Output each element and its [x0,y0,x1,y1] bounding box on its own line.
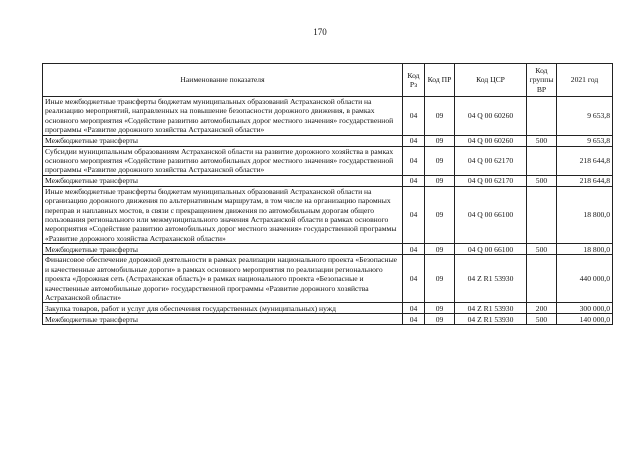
row-amount: 440 000,0 [557,255,613,303]
row-rz: 04 [403,255,425,303]
row-name: Финансовое обеспечение дорожной деятельности в рамках реализации национального проекта «Безопасные и качественные автомобильные дороги» в рамках основного мероприятия по реализации регионального проекта «Дорожная сеть (Астраханская область)» в рамках национального проекта «Безопасные и качественные автомобильные дороги» государственной программы «Развитие дорожного хозяйства Астраханской области» [43,255,403,303]
table-row [43,244,613,255]
row-name: Межбюджетные трансферты [43,135,403,146]
row-amount: 18 800,0 [557,186,613,243]
row-rz: 04 [403,244,425,255]
row-rz: 04 [403,303,425,314]
row-vr [527,146,557,175]
row-csr: 04 Q 00 62170 [455,175,527,186]
row-csr: 04 Q 00 60260 [455,135,527,146]
row-name: Межбюджетные трансферты [43,175,403,186]
row-pr: 09 [425,146,455,175]
row-amount: 18 800,0 [557,244,613,255]
row-pr: 09 [425,303,455,314]
row-pr: 09 [425,255,455,303]
row-amount: 9 653,8 [557,135,613,146]
row-pr: 09 [425,186,455,243]
row-name: Закупка товаров, работ и услуг для обеспечения государственных (муниципальных) нужд [43,303,403,314]
row-csr: 04 Q 00 66100 [455,186,527,243]
row-pr: 09 [425,97,455,136]
row-name: Межбюджетные трансферты [43,314,403,325]
table-row [43,314,613,325]
header-pr: Код ПР [425,64,455,97]
row-name: Иные межбюджетные трансферты бюджетам муниципальных образований Астраханской области на реализацию мероприятий, направленных на повышение безопасности дорожного движения, в рамках основного мероприятия «Содействие развитию автомобильных дорог местного значения» государственной программы «Развитие дорожного хозяйства Астраханской области» [43,97,403,136]
row-csr: 04 Z R1 53930 [455,303,527,314]
row-rz: 04 [403,135,425,146]
row-csr: 04 Q 00 66100 [455,244,527,255]
table-row [43,175,613,186]
row-amount: 140 000,0 [557,314,613,325]
row-csr: 04 Q 00 62170 [455,146,527,175]
row-vr [527,255,557,303]
row-csr: 04 Z R1 53930 [455,255,527,303]
row-vr: 500 [527,244,557,255]
row-amount: 218 644,8 [557,175,613,186]
header-name: Наименование показателя [43,64,403,97]
row-amount: 300 000,0 [557,303,613,314]
row-vr: 500 [527,135,557,146]
table-row [43,97,613,136]
table-row [43,186,613,243]
row-name: Межбюджетные трансферты [43,244,403,255]
row-rz: 04 [403,146,425,175]
header-vr: Код группы ВР [527,64,557,97]
row-rz: 04 [403,97,425,136]
row-csr: 04 Q 00 60260 [455,97,527,136]
row-vr: 500 [527,314,557,325]
row-rz: 04 [403,186,425,243]
row-name: Иные межбюджетные трансферты бюджетам муниципальных образований Астраханской области на организацию дорожного движения по альтернативным маршрутам, в том числе на организацию паромных переправ и наплавных мостов, в связи с прекращением движения по автомобильным дорогам общего пользования регионального или межмуниципального значения Астраханской области в рамках основного мероприятия «Содействие развитию автомобильных дорог местного значения» государственной программы «Развитие дорожного хозяйства Астраханской области» [43,186,403,243]
table-header-row [43,64,613,97]
row-csr: 04 Z R1 53930 [455,314,527,325]
table-row [43,303,613,314]
row-pr: 09 [425,175,455,186]
row-vr [527,186,557,243]
table-row [43,135,613,146]
budget-table [42,63,613,325]
row-vr: 200 [527,303,557,314]
row-pr: 09 [425,314,455,325]
row-amount: 218 644,8 [557,146,613,175]
page-number: 170 [313,27,327,37]
table-row [43,146,613,175]
row-vr: 500 [527,175,557,186]
table-row [43,255,613,303]
header-year: 2021 год [557,64,613,97]
row-pr: 09 [425,244,455,255]
header-csr: Код ЦСР [455,64,527,97]
row-pr: 09 [425,135,455,146]
row-name: Субсидии муниципальным образованиям Астраханской области на развитие дорожного хозяйства в рамках основного мероприятия «Содействие развитию автомобильных дорог местного значения» государственной программы «Развитие дорожного хозяйства Астраханской области» [43,146,403,175]
row-vr [527,97,557,136]
row-rz: 04 [403,175,425,186]
row-rz: 04 [403,314,425,325]
row-amount: 9 653,8 [557,97,613,136]
header-rz: Код Рз [403,64,425,97]
